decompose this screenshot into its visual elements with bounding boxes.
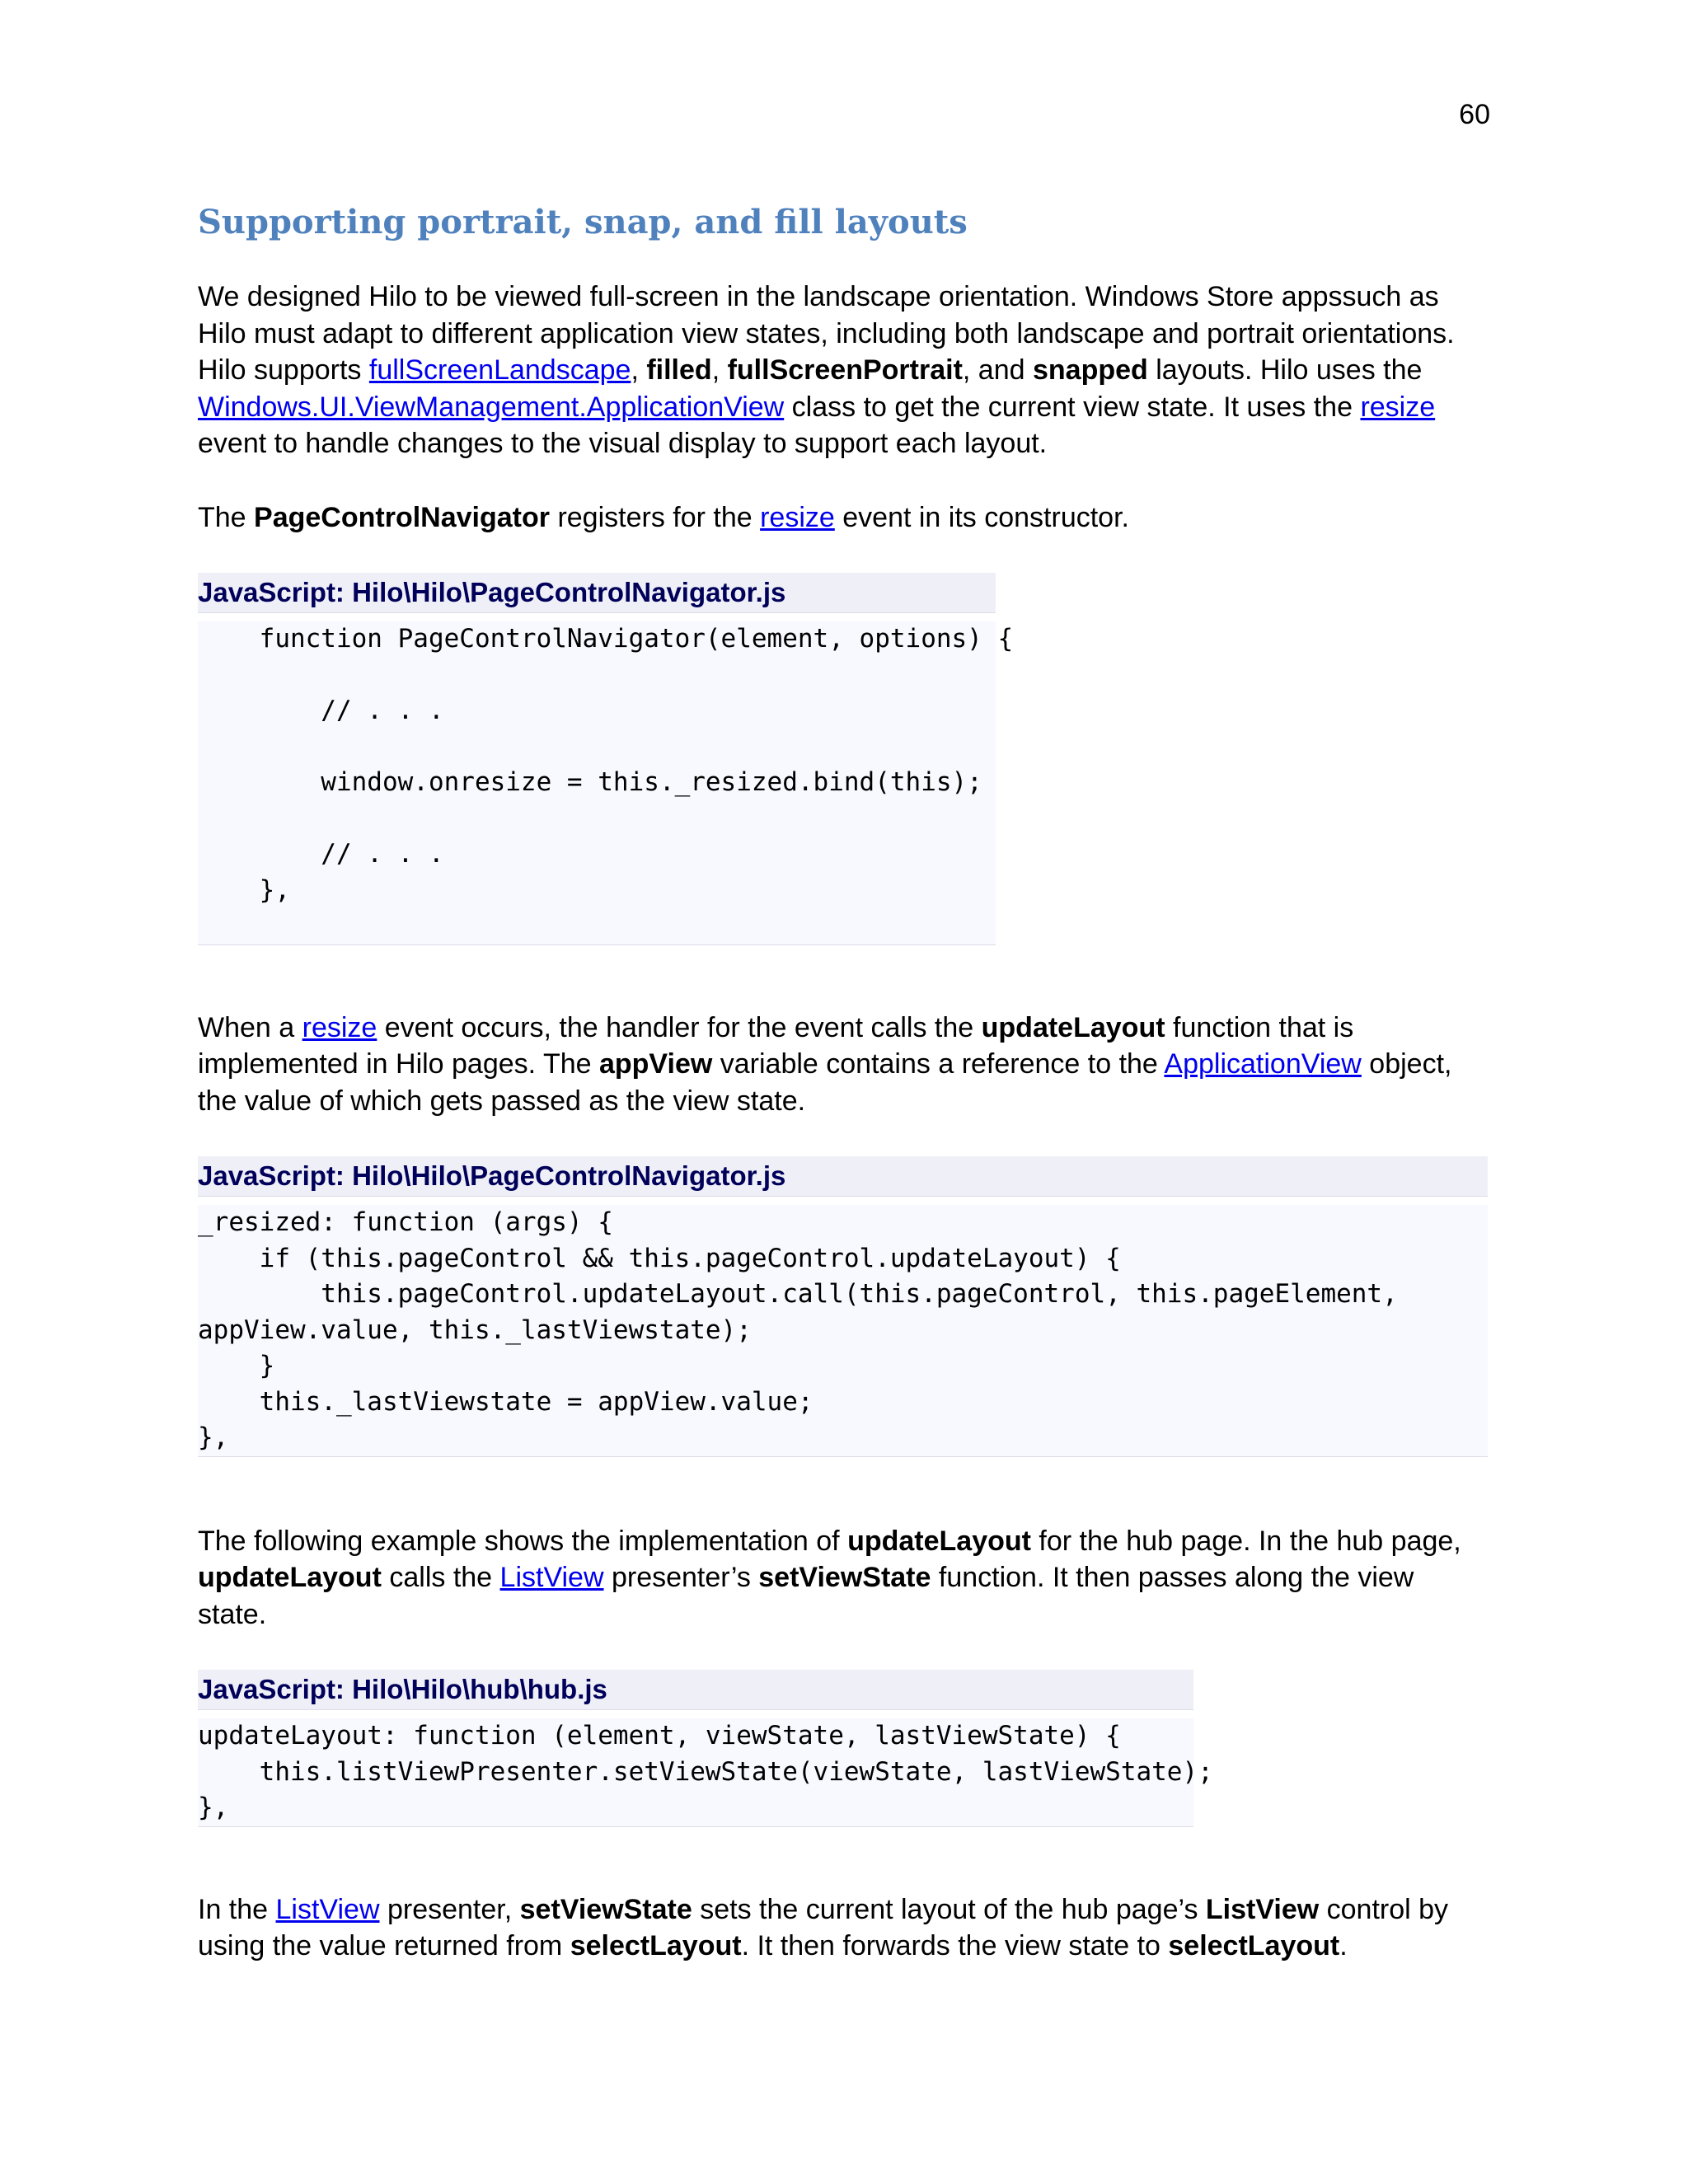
paragraph-setviewstate: In the ListView presenter, setViewState sets the current layout of the hub page’s ListView control by using the value returned from selectLayout. It then forwards the view state to selectLayout. [198, 1893, 1449, 1961]
link-resize[interactable]: resize [1360, 391, 1436, 423]
link-resize[interactable]: resize [760, 501, 835, 533]
page-number: 60 [1459, 99, 1490, 130]
link-applicationview[interactable]: ApplicationView [1164, 1048, 1362, 1080]
code-line: window.onresize = this._resized.bind(this); [198, 767, 982, 797]
code-line: // . . . [198, 696, 444, 725]
code-listing-hub [198, 1670, 1213, 1827]
document-body [198, 199, 1488, 2002]
code-caption: JavaScript: Hilo\Hilo\PageControlNavigator.js [198, 1156, 1488, 1197]
link-resize[interactable]: resize [302, 1011, 377, 1043]
code-line: this.listViewPresenter.setViewState(viewState, lastViewState); [198, 1756, 1213, 1787]
code-line: } [198, 1351, 275, 1380]
paragraph-hub-updatelayout: The following example shows the implementation of updateLayout for the hub page. In the hub page, updateLayout calls the ListView presenter’s setViewState function. It then passes along the view state. [198, 1525, 1461, 1630]
code-line: _resized: function (args) { [198, 1207, 613, 1237]
link-fullscreenlandscape[interactable]: fullScreenLandscape [368, 354, 631, 386]
code-line [198, 908, 996, 944]
code-line: updateLayout: function (element, viewState, lastViewState) { [198, 1721, 1121, 1750]
code-line [198, 729, 996, 766]
paragraph-navigator-registers: The PageControlNavigator registers for the resize event in its constructor. [198, 501, 1129, 533]
code-line: if (this.pageControl && this.pageControl.updateLayout) { [198, 1243, 1121, 1273]
code-line: // . . . [198, 839, 444, 869]
code-line: }, [198, 874, 290, 905]
code-line: this._lastViewstate = appView.value; [198, 1386, 814, 1417]
paragraph-resize-handler: When a resize event occurs, the handler for the event calls the updateLayout function that is implemented in Hilo pages. The appView variable contains a reference to the ApplicationView object, the value of which gets passed as the view state. [198, 1011, 1452, 1117]
link-listview[interactable]: ListView [275, 1893, 380, 1925]
paragraph-layouts-intro: We designed Hilo to be viewed full-screen in the landscape orientation. Windows Store appssuch as Hilo must adapt to different application view states, including both landscape and portrait orientations. Hilo supports fullScreenLandscape, filled, fullScreenPortrait, and snapped layouts. Hilo uses the Windows.UI.ViewManagement.ApplicationView class to get the current view state. It uses the resize event to handle changes to the visual display to support each layout. [198, 281, 1455, 459]
code-line: }, [198, 1793, 229, 1822]
code-line: this.pageControl.updateLayout.call(this.pageControl, this.pageElement, [198, 1279, 1398, 1309]
link-listview[interactable]: ListView [499, 1562, 604, 1593]
code-line [198, 658, 996, 694]
code-line: }, [198, 1422, 229, 1452]
code-listing-constructor [198, 573, 1014, 945]
code-caption: JavaScript: Hilo\Hilo\PageControlNavigator.js [198, 573, 996, 613]
code-block [198, 1205, 1488, 1457]
code-line [198, 801, 996, 837]
code-line: function PageControlNavigator(element, options) { [198, 624, 1014, 654]
code-block [198, 621, 1014, 945]
code-block [198, 1718, 1213, 1827]
link-applicationview-namespace[interactable]: Windows.UI.ViewManagement.ApplicationView [198, 391, 785, 423]
code-caption: JavaScript: Hilo\Hilo\hub\hub.js [198, 1670, 1193, 1710]
section-title: Supporting portrait, snap, and fill layouts [198, 203, 968, 241]
code-listing-resized [198, 1156, 1488, 1457]
code-line: appView.value, this._lastViewstate); [198, 1315, 752, 1345]
